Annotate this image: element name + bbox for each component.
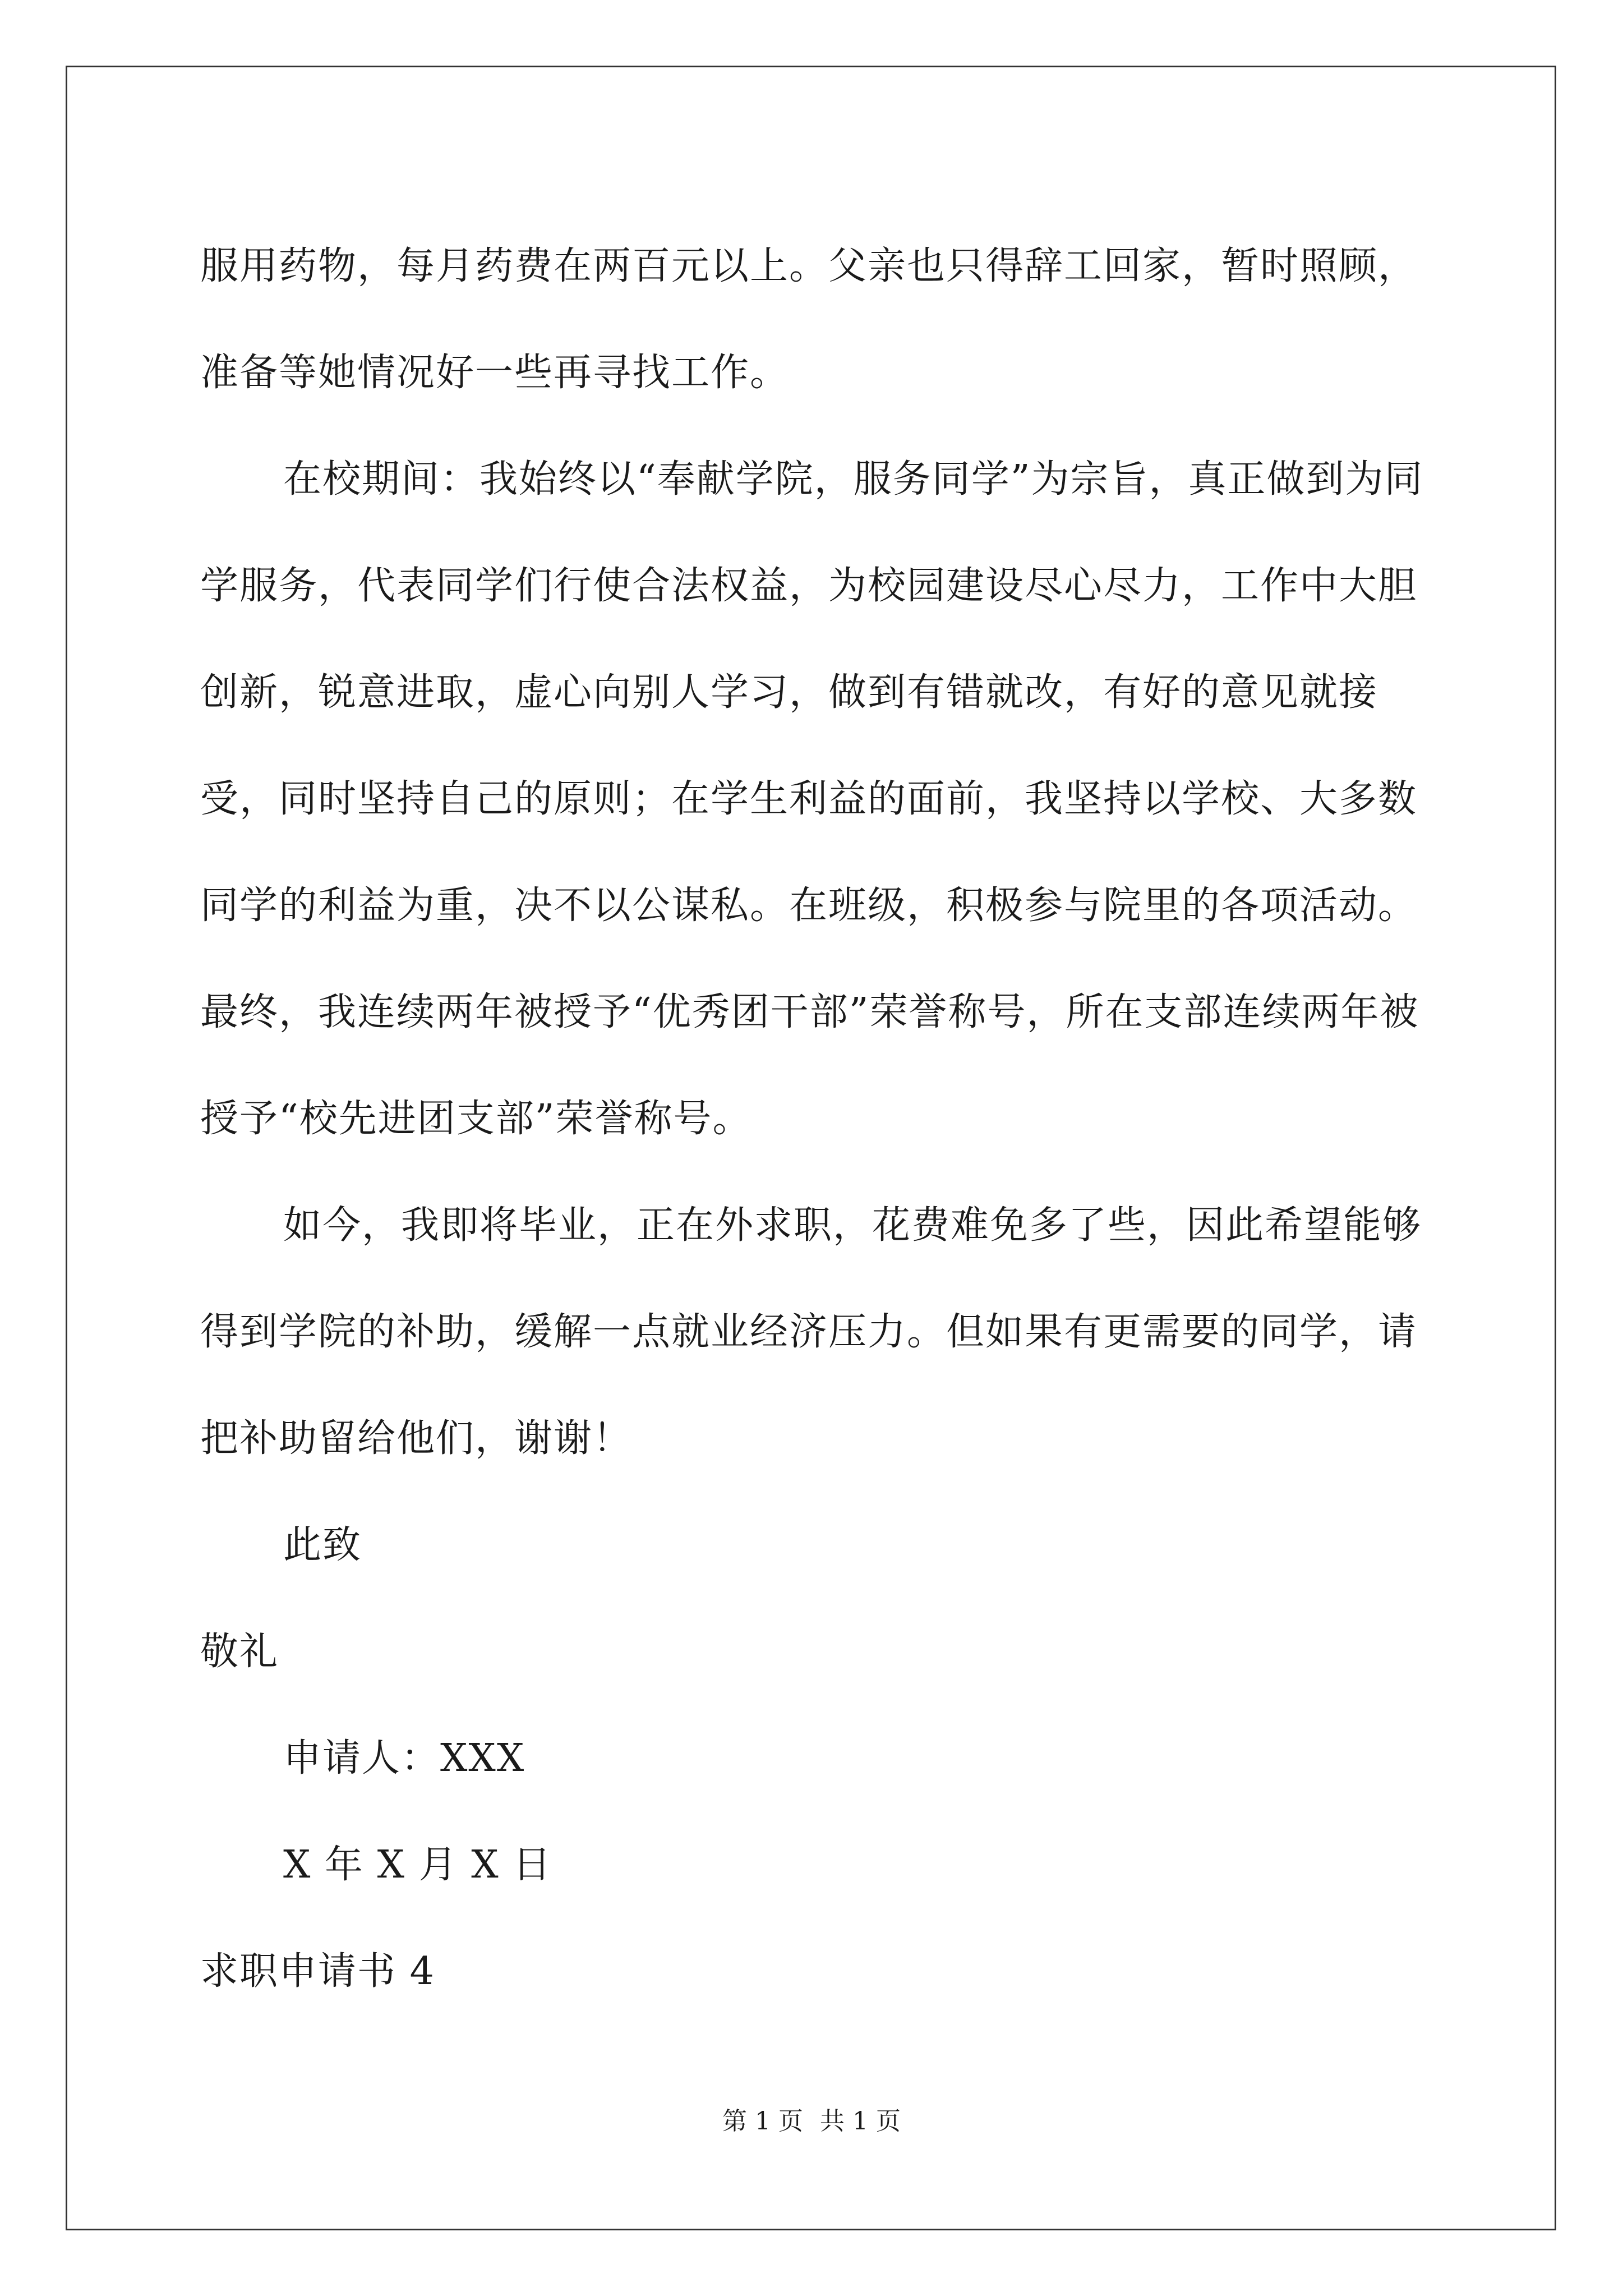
next-section-heading: 求职申请书 4 [200, 1949, 435, 1994]
applicant-signature: 申请人：XXX [283, 1736, 525, 1780]
date-line: X 年 X 月 X 日 [283, 1843, 552, 1887]
closing-text: 此致 [283, 1523, 362, 1567]
paragraph-school-period: 在校期间：我始终以“奉献学院，服务同学”为宗旨，真正做到为同学服务，代表同学们行使合法权益，为校园建设尽心尽力，工作中大胆创新，锐意进取，虚心向别人学习，做到有错就改，有好的意见就接受，同时坚持自己的原则；在学生利益的面前，我坚持以学校、大多数同学的利益为重，决不以公谋私。在班级，积极参与院里的各项活动。最终，我连续两年被授予“优秀团干部”荣誉称号，所在支部连续两年被授予“校先进团支部”荣誉称号。 [200, 457, 1424, 1141]
page-footer [0, 2101, 1623, 2137]
salute-text: 敬礼 [200, 1630, 279, 1674]
document-body [200, 213, 1434, 2025]
page-total: 共 1 页 [820, 2107, 901, 2136]
paragraph-continuation: 服用药物，每月药费在两百元以上。父亲也只得辞工回家，暂时照顾，准备等她情况好一些再寻找工作。 [200, 244, 1418, 395]
paragraph-request: 如今，我即将毕业，正在外求职，花费难免多了些，因此希望能够得到学院的补助，缓解一点就业经济压力。但如果有更需要的同学，请把补助留给他们，谢谢！ [200, 1203, 1422, 1461]
page-number: 第 1 页 [722, 2107, 803, 2136]
